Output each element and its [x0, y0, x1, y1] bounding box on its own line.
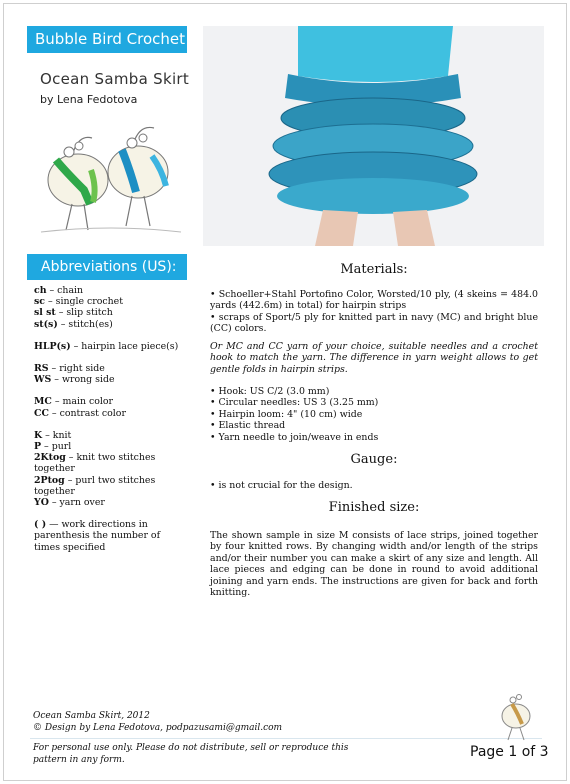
brand-banner: Bubble Bird Crochet — [27, 26, 187, 53]
author-byline: by Lena Fedotova — [40, 93, 138, 106]
abbreviation-key: 2Ktog — [34, 452, 66, 464]
gauge-text: • is not crucial for the design. — [210, 480, 353, 491]
tool-item: • Hook: US C/2 (3.0 mm) — [210, 386, 330, 397]
footer-pattern-year: Ocean Samba Skirt, 2012 — [33, 711, 150, 721]
tool-item: • Hairpin loom: 4" (10 cm) wide — [210, 408, 363, 420]
abbreviation-item — [34, 497, 182, 508]
materials-yarn-scraps: • scraps of Sport/5 ply for knitted part in navy (MC) and bright blue (CC) colors. — [210, 312, 538, 335]
abbreviation-item — [34, 441, 182, 452]
abbr-group-gap — [34, 419, 182, 430]
abbreviation-meaning: – hairpin lace piece(s) — [70, 340, 179, 352]
tool-item: • Yarn needle to join/weave in ends — [210, 431, 379, 443]
abbreviation-meaning: – stitch(es) — [57, 318, 113, 330]
abbreviation-key: CC — [34, 407, 49, 419]
tool-item: • Elastic thread — [210, 420, 286, 432]
materials-heading: Materials: — [340, 262, 408, 277]
materials-tools-list — [210, 386, 538, 443]
abbreviation-meaning: – main color — [51, 396, 114, 408]
footer-credits — [33, 710, 282, 734]
small-bird-icon — [488, 684, 546, 742]
abbreviation-item — [34, 452, 182, 474]
abbreviation-key: sc — [34, 296, 45, 308]
abbreviation-key: P — [34, 441, 42, 453]
abbreviation-meaning: – purl two stitches together — [34, 474, 156, 497]
abbreviation-meaning: – yarn over — [48, 497, 105, 509]
abbreviation-meaning: – right side — [48, 363, 105, 375]
abbreviation-item — [34, 519, 182, 553]
abbreviation-key: sl st — [34, 307, 56, 319]
page-number: Page 1 of 3 — [470, 744, 549, 760]
abbreviation-meaning: – chain — [46, 285, 84, 296]
abbreviations-list — [34, 285, 182, 553]
abbreviation-item — [34, 374, 182, 385]
abbr-group-gap — [34, 508, 182, 519]
abbreviation-item — [34, 285, 182, 296]
footer-copyright: © Design by Lena Fedotova, podpazusami@gmail.com — [33, 723, 283, 733]
abbreviation-item — [34, 396, 182, 407]
abbreviation-key: RS — [34, 363, 49, 375]
abbreviation-key: K — [34, 429, 43, 441]
abbreviation-meaning: – slip stitch — [55, 307, 113, 319]
abbreviation-item — [34, 408, 182, 419]
footer-divider — [30, 738, 542, 739]
abbreviation-key: HLP(s) — [34, 340, 71, 352]
abbreviation-item — [34, 363, 182, 374]
pattern-title: Ocean Samba Skirt — [40, 70, 190, 88]
materials-alternative: Or MC and CC yarn of your choice, suitable needles and a crochet hook to match the yarn. The difference in yarn weight allows to get gentle folds in hairpin strips. — [210, 341, 538, 375]
tool-item: • Circular needles: US 3 (3.25 mm) — [210, 397, 379, 409]
abbreviation-meaning: – purl — [41, 441, 72, 453]
finished-size-heading: Finished size: — [328, 500, 420, 515]
abbreviation-key: YO — [34, 497, 49, 509]
abbreviation-meaning: – contrast color — [48, 407, 126, 419]
abbreviation-key: MC — [34, 396, 52, 408]
abbreviation-key: ( ) — [34, 519, 47, 531]
abbreviation-meaning: — work directions in parenthesis the number of times specified — [34, 519, 161, 553]
birds-illustration — [36, 108, 186, 238]
abbr-group-gap — [34, 330, 182, 341]
materials-yarn-main: • Schoeller+Stahl Portofino Color, Worsted/10 ply, (4 skeins = 484.0 yards (442.6m) in total) for hairpin strips — [210, 289, 538, 312]
abbreviation-meaning: – wrong side — [51, 374, 115, 386]
abbreviation-meaning: – knit two stitches together — [34, 452, 156, 475]
footer-usage-note: For personal use only. Please do not distribute, sell or reproduce this pattern in any form. — [33, 743, 349, 765]
abbreviations-banner: Abbreviations (US): — [27, 254, 187, 280]
abbreviation-key: st(s) — [34, 318, 58, 330]
abbreviation-item — [34, 307, 182, 318]
abbreviation-meaning: – knit — [42, 429, 72, 441]
abbr-group-gap — [34, 352, 182, 363]
gauge-heading: Gauge: — [350, 452, 398, 467]
abbreviation-item — [34, 341, 182, 352]
skirt-photo — [203, 26, 544, 246]
abbreviation-key: 2Ptog — [34, 474, 65, 486]
abbreviation-item — [34, 296, 182, 307]
abbr-group-gap — [34, 385, 182, 396]
abbreviation-key: WS — [34, 374, 52, 386]
finished-size-text: The shown sample in size M consists of lace strips, joined together by four knitted rows. By changing width and/or length of the strips and/or their number you can make a skirt of any size and length. All lace pieces and edging can be done in round to avoid additional joining and yarn ends. The instructions are given for back and forth knitting. — [210, 530, 538, 599]
abbreviation-item — [34, 430, 182, 441]
abbreviation-key: ch — [34, 285, 47, 296]
abbreviation-item — [34, 475, 182, 497]
abbreviation-item — [34, 319, 182, 330]
abbreviation-meaning: – single crochet — [45, 296, 124, 308]
